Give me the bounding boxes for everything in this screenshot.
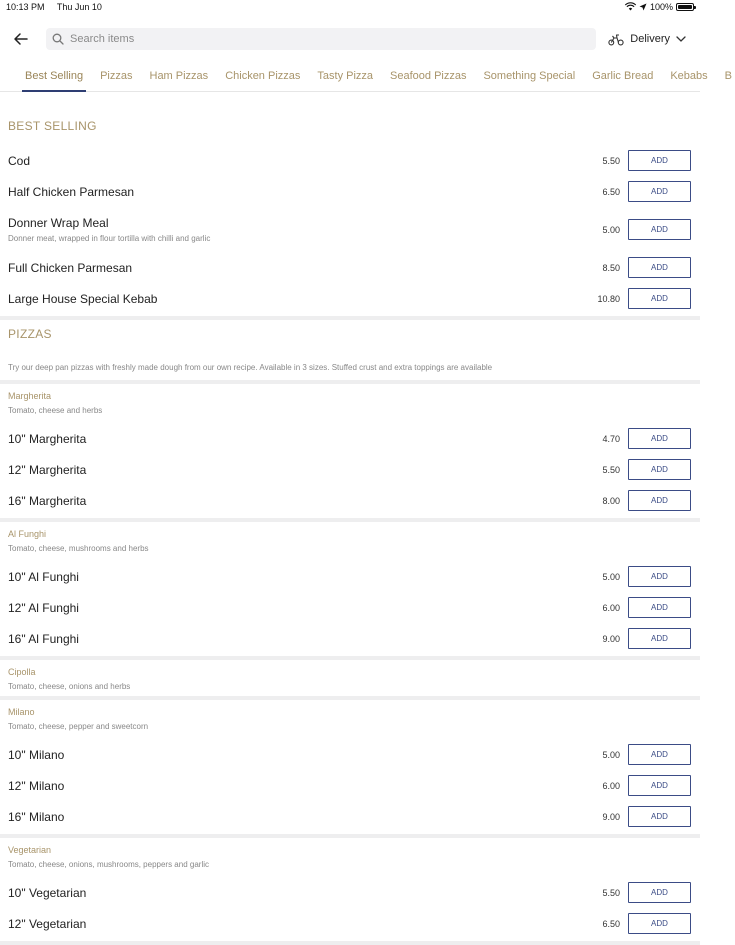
menu-item-info: [8, 570, 602, 584]
battery-percent: 100%: [649, 2, 673, 12]
menu-item-row: [0, 207, 700, 252]
delivery-label: Delivery: [630, 33, 670, 45]
group-title: Al Funghi: [8, 529, 47, 539]
group-header: [0, 384, 700, 423]
tab-something-special[interactable]: Something Special: [483, 70, 576, 82]
chevron-down-icon: [676, 36, 686, 42]
tab-seafood-pizzas[interactable]: Seafood Pizzas: [390, 70, 467, 82]
tab-garlic-bread[interactable]: Garlic Bread: [592, 70, 654, 82]
menu-item-row: [0, 561, 700, 592]
wifi-icon: [625, 3, 636, 11]
menu-item-price: 6.50: [602, 918, 620, 929]
menu-item-info: [8, 601, 602, 615]
menu-item-row: [0, 877, 700, 908]
delivery-selector[interactable]: [608, 33, 686, 46]
group-title: Milano: [8, 707, 35, 717]
menu-item-name: 12" Margherita: [8, 462, 87, 477]
menu-item-price: 8.00: [602, 495, 620, 506]
menu-item-info: [8, 632, 602, 646]
back-button[interactable]: [10, 28, 32, 50]
location-arrow-icon: [639, 3, 647, 11]
menu-item-name: Cod: [8, 153, 31, 168]
tab-tasty-pizza[interactable]: Tasty Pizza: [317, 70, 374, 82]
menu-item-price: 5.00: [602, 224, 620, 235]
menu-item-price: 9.00: [602, 811, 620, 822]
menu-item-name: Half Chicken Parmesan: [8, 184, 135, 199]
spacer: [0, 92, 700, 118]
menu-item-name: 12" Al Funghi: [8, 600, 79, 615]
menu-item-info: [8, 748, 602, 762]
menu-item-name: 16" Margherita: [8, 493, 87, 508]
menu-item-info: [8, 494, 602, 508]
menu-item-price: 9.00: [602, 633, 620, 644]
tab-kebabs[interactable]: Kebabs: [670, 70, 708, 82]
group-description: Tomato, cheese, mushrooms and herbs: [8, 544, 149, 553]
section-title-pizzas: PIZZAS: [8, 327, 52, 341]
menu-item-row: [0, 623, 700, 654]
menu-item-name: 12" Vegetarian: [8, 916, 87, 931]
group-title: Vegetarian: [8, 845, 52, 855]
menu-item-info: [8, 886, 602, 900]
add-button[interactable]: ADD: [628, 257, 691, 278]
add-button[interactable]: ADD: [628, 181, 691, 202]
group-header: [0, 522, 700, 561]
menu-item-info: [8, 779, 602, 793]
scooter-icon: [608, 33, 624, 46]
status-bar: [0, 0, 700, 14]
menu-item-row: [0, 145, 700, 176]
menu-item-info: [8, 261, 602, 275]
group-divider: [0, 941, 700, 945]
menu-item-info: [8, 216, 602, 243]
top-bar: [0, 14, 700, 64]
menu-item-name: 10" Milano: [8, 747, 65, 762]
menu-item-row: [0, 283, 700, 314]
status-left: [6, 2, 112, 12]
battery-icon: [676, 3, 694, 11]
group-description: Tomato, cheese, onions, mushrooms, peppers and garlic: [8, 860, 209, 869]
group-title: Cipolla: [8, 667, 36, 677]
menu-item-row: [0, 252, 700, 283]
group-header: [0, 660, 700, 696]
add-button[interactable]: ADD: [628, 913, 691, 934]
menu-item-price: 5.50: [602, 887, 620, 898]
menu-item-price: 5.50: [602, 464, 620, 475]
menu-item-row: [0, 739, 700, 770]
menu-item-row: [0, 454, 700, 485]
menu-item-info: [8, 917, 602, 931]
add-button[interactable]: ADD: [628, 566, 691, 587]
menu-item-row: [0, 801, 700, 832]
menu-item-info: [8, 185, 602, 199]
menu-item-name: 10" Al Funghi: [8, 569, 79, 584]
menu-item-name: 12" Milano: [8, 778, 65, 793]
tab-best-selling[interactable]: Best Selling: [22, 70, 86, 91]
add-button[interactable]: ADD: [628, 428, 691, 449]
menu-item-price: 5.50: [602, 155, 620, 166]
battery-level: [678, 5, 692, 9]
group-description: Tomato, cheese and herbs: [8, 406, 103, 415]
add-button[interactable]: ADD: [628, 288, 691, 309]
add-button[interactable]: ADD: [628, 806, 691, 827]
menu-item-price: 6.50: [602, 186, 620, 197]
menu-item-price: 5.00: [602, 571, 620, 582]
menu-item-price: 10.80: [597, 293, 620, 304]
pizza-group-vegetarian: [0, 838, 700, 945]
menu-item-name: 16" Milano: [8, 809, 65, 824]
status-right: [625, 2, 694, 12]
menu-item-info: [8, 463, 602, 477]
group-header: [0, 838, 700, 877]
add-button[interactable]: ADD: [628, 150, 691, 171]
search-bar[interactable]: [46, 28, 596, 50]
status-date: Thu Jun 10: [56, 2, 102, 12]
pizza-group-milano: [0, 700, 700, 838]
menu-item-price: 5.00: [602, 749, 620, 760]
tab-chicken-pizzas[interactable]: Chicken Pizzas: [225, 70, 301, 82]
menu-item-row: [0, 908, 700, 939]
add-button[interactable]: ADD: [628, 882, 691, 903]
menu-item-price: 6.00: [602, 780, 620, 791]
menu-item-price: 8.50: [602, 262, 620, 273]
menu-item-description: Donner meat, wrapped in flour tortilla with chilli and garlic: [8, 234, 211, 243]
menu-item-row: [0, 423, 700, 454]
add-button[interactable]: ADD: [628, 219, 691, 240]
menu-item-name: Donner Wrap Meal: [8, 216, 109, 230]
menu-item-price: 6.00: [602, 602, 620, 613]
search-input[interactable]: [70, 33, 590, 45]
pizza-group-cipolla: [0, 660, 700, 700]
menu-item-row: [0, 770, 700, 801]
menu-item-info: [8, 810, 602, 824]
menu-item-info: [8, 154, 602, 168]
add-button[interactable]: ADD: [628, 597, 691, 618]
add-button[interactable]: ADD: [628, 744, 691, 765]
arrow-left-icon: [14, 33, 28, 45]
group-title: Margherita: [8, 391, 52, 401]
pizza-group-al-funghi: [0, 522, 700, 660]
menu-item-row: [0, 485, 700, 516]
pizza-group-margherita: [0, 384, 700, 522]
group-description: Tomato, cheese, pepper and sweetcorn: [8, 722, 149, 731]
menu-item-name: 16" Al Funghi: [8, 631, 79, 646]
add-button[interactable]: ADD: [628, 628, 691, 649]
menu-item-name: Large House Special Kebab: [8, 291, 158, 306]
add-button[interactable]: ADD: [628, 459, 691, 480]
search-icon: [52, 33, 64, 45]
spacer: [0, 343, 700, 363]
tab-ham-pizzas[interactable]: Ham Pizzas: [149, 70, 209, 82]
menu-item-name: 10" Vegetarian: [8, 885, 87, 900]
add-button[interactable]: ADD: [628, 775, 691, 796]
menu-item-info: [8, 432, 602, 446]
menu-item-info: [8, 292, 597, 306]
section-title-best-selling: BEST SELLING: [8, 119, 97, 133]
status-time: 10:13 PM: [6, 2, 45, 12]
menu-item-name: 10" Margherita: [8, 431, 87, 446]
tab-b[interactable]: B: [724, 70, 732, 82]
menu-item-row: [0, 176, 700, 207]
menu-content: [0, 92, 700, 945]
group-header: [0, 700, 700, 739]
spacer: [0, 320, 700, 327]
menu-item-name: Full Chicken Parmesan: [8, 260, 133, 275]
tab-pizzas[interactable]: Pizzas: [100, 70, 133, 82]
menu-item-row: [0, 592, 700, 623]
section-description-pizzas: Try our deep pan pizzas with freshly made dough from our own recipe. Available in 3 sizes. Stuffed crust and extra toppings are available: [8, 363, 493, 372]
menu-item-price: 4.70: [602, 433, 620, 444]
add-button[interactable]: ADD: [628, 490, 691, 511]
group-description: Tomato, cheese, onions and herbs: [8, 682, 131, 691]
category-tabs: [0, 64, 732, 92]
